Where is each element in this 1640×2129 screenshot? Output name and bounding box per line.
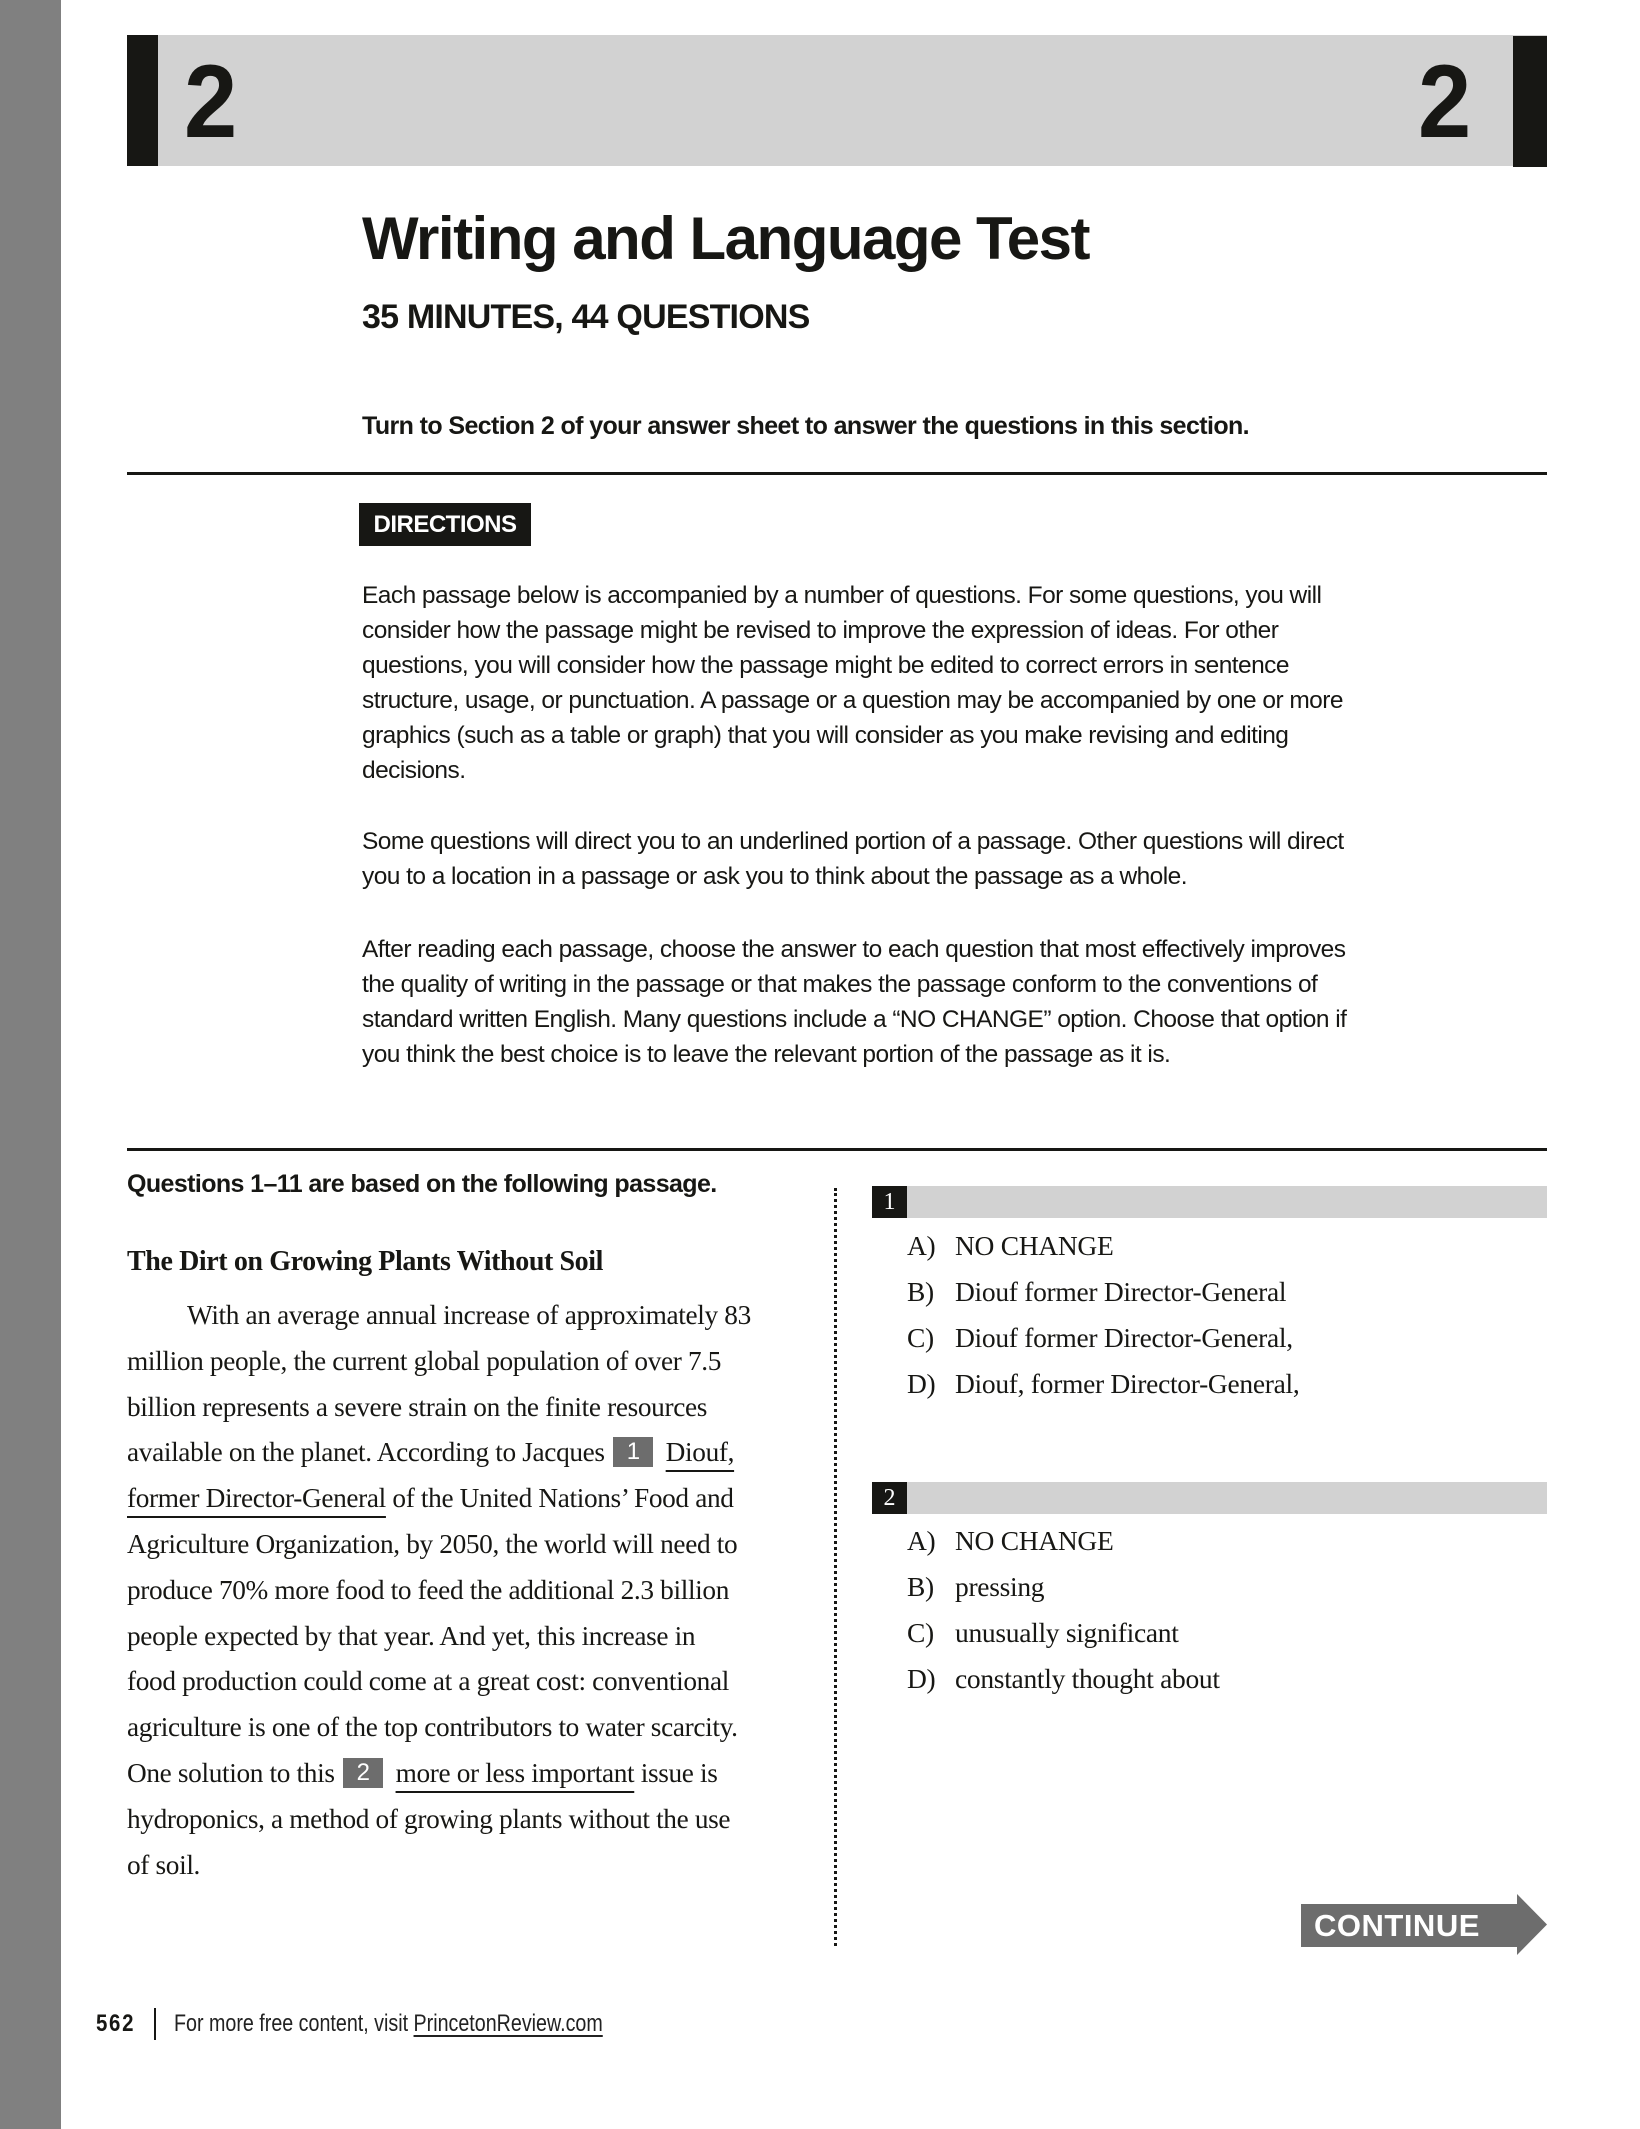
answer-choice[interactable] xyxy=(907,1361,1299,1407)
choice-text: pressing xyxy=(955,1571,1045,1602)
passage-line: food production could come at a great cost: conventional xyxy=(127,1666,729,1697)
passage-line: Agriculture Organization, by 2050, the world will need to xyxy=(127,1528,738,1559)
passage-line: hydroponics, a method of growing plants without the use xyxy=(127,1803,731,1834)
section-header-bar xyxy=(127,35,1547,166)
answer-choice[interactable] xyxy=(907,1315,1299,1361)
section-number-left: 2 xyxy=(184,44,236,160)
page-footer xyxy=(96,2008,697,2040)
passage-text: One solution to this xyxy=(127,1757,335,1788)
page-edge-band xyxy=(0,0,61,2129)
page-subtitle: 35 MINUTES, 44 QUESTIONS xyxy=(362,298,810,336)
passage-line: agriculture is one of the top contributors to water scarcity. xyxy=(127,1712,738,1743)
section-bar-right-marker xyxy=(1513,36,1547,167)
choice-letter: A) xyxy=(907,1525,936,1556)
page-number: 562 xyxy=(96,2010,136,2037)
answer-choice[interactable] xyxy=(907,1564,1220,1610)
question-2-choices xyxy=(907,1518,1220,1702)
passage-text: of the United Nations’ Food and xyxy=(385,1483,734,1514)
answer-sheet-instruction: Turn to Section 2 of your answer sheet to answer the questions in this section. xyxy=(362,412,1250,440)
question-number: 1 xyxy=(872,1186,907,1218)
section-bar-left-marker xyxy=(127,35,158,166)
choice-text: Diouf former Director-General xyxy=(955,1276,1287,1307)
passage-line xyxy=(127,1430,807,1476)
passage-line: With an average annual increase of approximately 83 xyxy=(187,1300,751,1330)
question-1-choices xyxy=(907,1223,1299,1407)
divider-rule xyxy=(127,472,1547,475)
passage-line: people expected by that year. And yet, this increase in xyxy=(127,1620,696,1651)
answer-choice[interactable] xyxy=(907,1223,1299,1269)
directions-badge: DIRECTIONS xyxy=(359,503,531,546)
page-title: Writing and Language Test xyxy=(362,205,1089,272)
passage-text: issue is xyxy=(634,1757,718,1788)
choice-text: NO CHANGE xyxy=(955,1525,1114,1556)
answer-choice[interactable] xyxy=(907,1518,1220,1564)
choice-letter: C) xyxy=(907,1617,934,1648)
continue-label: CONTINUE xyxy=(1314,1908,1480,1943)
choice-letter: A) xyxy=(907,1230,936,1261)
answer-choice[interactable] xyxy=(907,1269,1299,1315)
question-1-reference[interactable]: 1 xyxy=(613,1437,653,1467)
question-2-header xyxy=(872,1482,1547,1514)
answer-choice[interactable] xyxy=(907,1610,1220,1656)
choice-letter: B) xyxy=(907,1571,934,1602)
footer-text xyxy=(174,2010,603,2038)
directions-paragraph: Some questions will direct you to an underlined portion of a passage. Other questions will direct you to a location in a passage or ask you to think about the passage as a whole. xyxy=(362,828,1344,890)
choice-letter: D) xyxy=(907,1663,936,1694)
passage-line: of soil. xyxy=(127,1849,201,1880)
choice-letter: B) xyxy=(907,1276,934,1307)
passage-line: billion represents a severe strain on the finite resources xyxy=(127,1391,708,1422)
choice-letter: D) xyxy=(907,1368,936,1399)
question-number: 2 xyxy=(872,1482,907,1514)
passage-line: million people, the current global population of over 7.5 xyxy=(127,1345,722,1376)
directions-paragraph: After reading each passage, choose the answer to each question that most effectively improves the quality of writing in the passage or that makes the passage conform to the conventions of standard written English. Many questions include a “NO CHANGE” option. Choose that option if you think the best choice is to leave the relevant portion of the passage as it is. xyxy=(362,936,1347,1068)
choice-text: unusually significant xyxy=(955,1617,1179,1648)
question-2-reference[interactable]: 2 xyxy=(343,1758,383,1788)
directions-paragraph: Each passage below is accompanied by a number of questions. For some questions, you will consider how the passage might be revised to improve the expression of ideas. For other questions, you will consider how the passage might be edited to correct errors in sentence structure, usage, or punctuation. A passage or a question may be accompanied by one or more graphics (such as a table or graph) that you will consider as you make revising and editing decisions. xyxy=(362,582,1343,784)
divider-rule xyxy=(127,1148,1547,1151)
passage-intro: Questions 1–11 are based on the following passage. xyxy=(127,1170,717,1198)
princeton-review-link[interactable]: PrincetonReview.com xyxy=(413,2010,603,2037)
footer-caption: For more free content, visit xyxy=(174,2010,414,2037)
passage-body xyxy=(127,1293,807,1888)
passage-text: available on the planet. According to Jacques xyxy=(127,1437,605,1468)
passage-line: produce 70% more food to feed the additional 2.3 billion xyxy=(127,1574,730,1605)
question-1-header xyxy=(872,1186,1547,1218)
choice-letter: C) xyxy=(907,1322,934,1353)
choice-text: Diouf, former Director-General, xyxy=(955,1368,1300,1399)
continue-button[interactable] xyxy=(1301,1894,1547,1955)
passage-line xyxy=(127,1476,807,1522)
choice-text: NO CHANGE xyxy=(955,1230,1114,1261)
underlined-portion-q1[interactable]: former Director-General xyxy=(127,1483,386,1514)
column-divider-dotted xyxy=(834,1188,837,1946)
choice-text: constantly thought about xyxy=(955,1663,1220,1694)
underlined-portion-q2[interactable]: more or less important xyxy=(395,1757,635,1788)
footer-separator xyxy=(154,2008,156,2040)
choice-text: Diouf former Director-General, xyxy=(955,1322,1293,1353)
answer-choice[interactable] xyxy=(907,1656,1220,1702)
passage-title: The Dirt on Growing Plants Without Soil xyxy=(127,1246,604,1277)
underlined-portion-q1[interactable]: Diouf, xyxy=(665,1437,735,1468)
section-number-right: 2 xyxy=(1418,44,1470,160)
passage-line xyxy=(127,1751,807,1797)
